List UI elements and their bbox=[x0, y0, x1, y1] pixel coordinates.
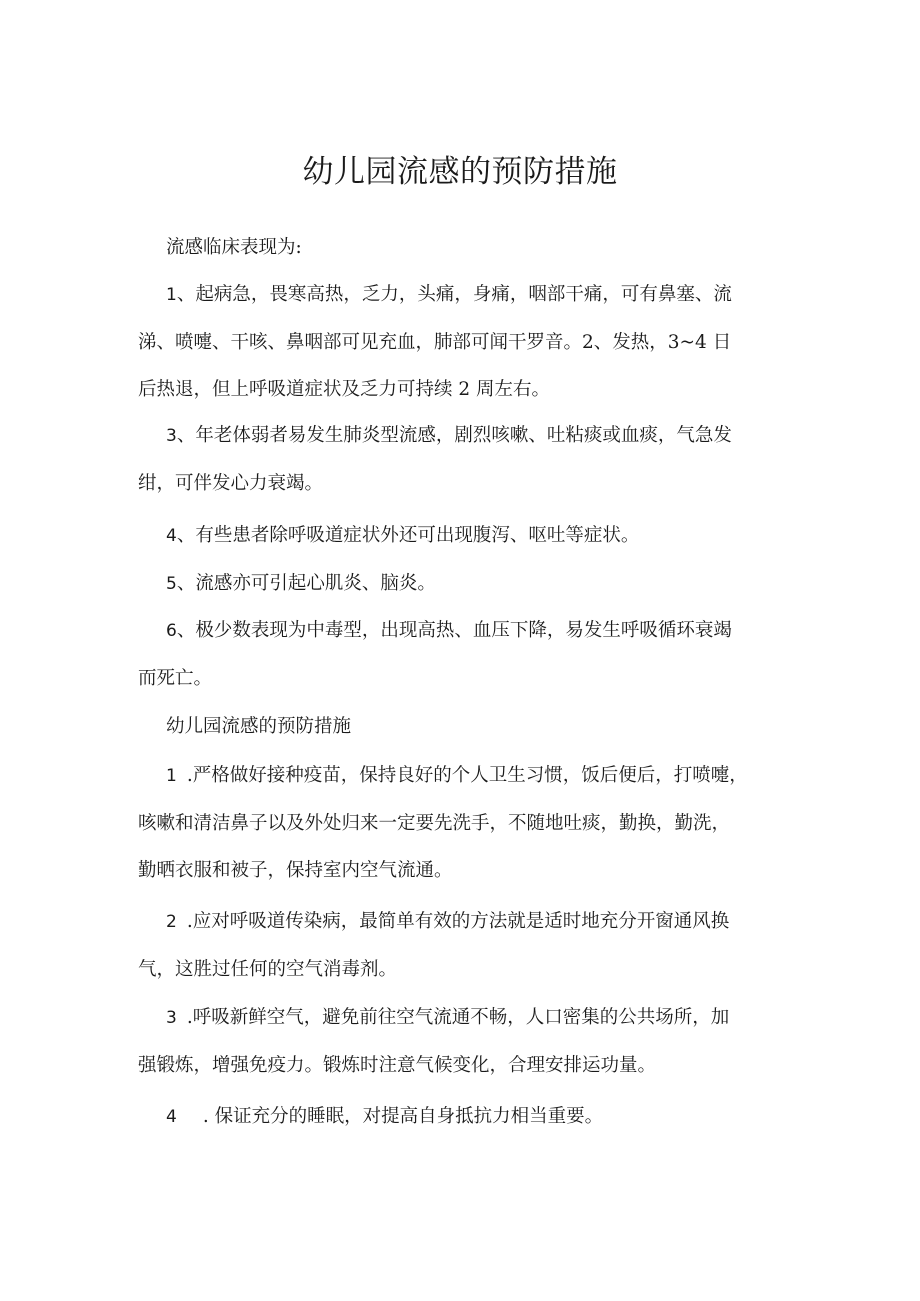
symptom-number: 6 bbox=[166, 621, 177, 641]
measure-line: 气，这胜过任何的空气消毒剂。 bbox=[138, 959, 398, 980]
measure-item bbox=[138, 752, 790, 894]
measure-item bbox=[138, 1093, 790, 1141]
measure-line: 2 .应对呼吸道传染病，最简单有效的方法就是适时地充分开窗通风换 bbox=[166, 911, 730, 932]
symptom-item bbox=[138, 512, 790, 560]
measure-line: 勤晒衣服和被子，保持室内空气流通。 bbox=[138, 860, 453, 881]
measure-line: 1 .严格做好接种疫苗，保持良好的个人卫生习惯，饭后便后，打喷嚏， bbox=[166, 765, 748, 786]
measures-heading bbox=[138, 703, 790, 750]
symptom-line: 3、年老体弱者易发生肺炎型流感，剧烈咳嗽、吐粘痰或血痰，气急发 bbox=[166, 425, 732, 446]
symptom-line: 5、流感亦可引起心肌炎、脑炎。 bbox=[166, 573, 436, 594]
measure-line: 咳嗽和清洁鼻子以及外处归来一定要先洗手，不随地吐痰，勤换，勤洗， bbox=[138, 813, 731, 834]
measure-line: 强锻炼，增强免疫力。锻炼时注意气候变化，合理安排运功量。 bbox=[138, 1055, 657, 1076]
symptom-line: 涕、喷嚏、干咳、鼻咽部可见充血，肺部可闻干罗音。2、发热，3~4 日 bbox=[138, 332, 732, 353]
measure-item bbox=[138, 994, 790, 1089]
measure-line: 3 .呼吸新鲜空气，避免前往空气流通不畅，人口密集的公共场所，加 bbox=[166, 1007, 730, 1028]
symptom-line: 绀，可伴发心力衰竭。 bbox=[138, 473, 324, 494]
symptom-number: 5 bbox=[166, 574, 177, 594]
measure-number: 4 bbox=[166, 1107, 177, 1127]
measure-number: 1 bbox=[166, 766, 177, 786]
symptom-line: 而死亡。 bbox=[138, 668, 213, 689]
symptom-item bbox=[138, 560, 790, 608]
measures-heading-text: 幼儿园流感的预防措施 bbox=[166, 716, 352, 737]
symptoms-heading bbox=[138, 224, 790, 271]
symptom-line: 1、起病急，畏寒高热，乏力，头痛，身痛，咽部干痛，可有鼻塞、流 bbox=[166, 284, 732, 305]
symptoms-heading-text: 流感临床表现为: bbox=[166, 237, 302, 258]
symptom-number: 1 bbox=[166, 285, 177, 305]
symptom-line: 后热退，但上呼吸道症状及乏力可持续 2 周左右。 bbox=[138, 379, 551, 400]
symptom-line: 4、有些患者除呼吸道症状外还可出现腹泻、呕吐等症状。 bbox=[166, 525, 640, 546]
measure-number: 3 bbox=[166, 1008, 177, 1028]
symptom-item bbox=[138, 271, 790, 413]
symptom-item bbox=[138, 607, 790, 702]
measure-line: 4 . 保证充分的睡眠，对提高自身抵抗力相当重要。 bbox=[166, 1106, 604, 1127]
symptom-number: 3 bbox=[166, 426, 177, 446]
measure-number: 2 bbox=[166, 912, 177, 932]
symptom-line: 6、极少数表现为中毒型，出现高热、血压下降，易发生呼吸循环衰竭 bbox=[166, 620, 732, 641]
symptom-number: 4 bbox=[166, 526, 177, 546]
symptom-item bbox=[138, 412, 790, 507]
measure-item bbox=[138, 898, 790, 993]
document-title: 幼儿园流感的预防措施 bbox=[302, 154, 618, 190]
